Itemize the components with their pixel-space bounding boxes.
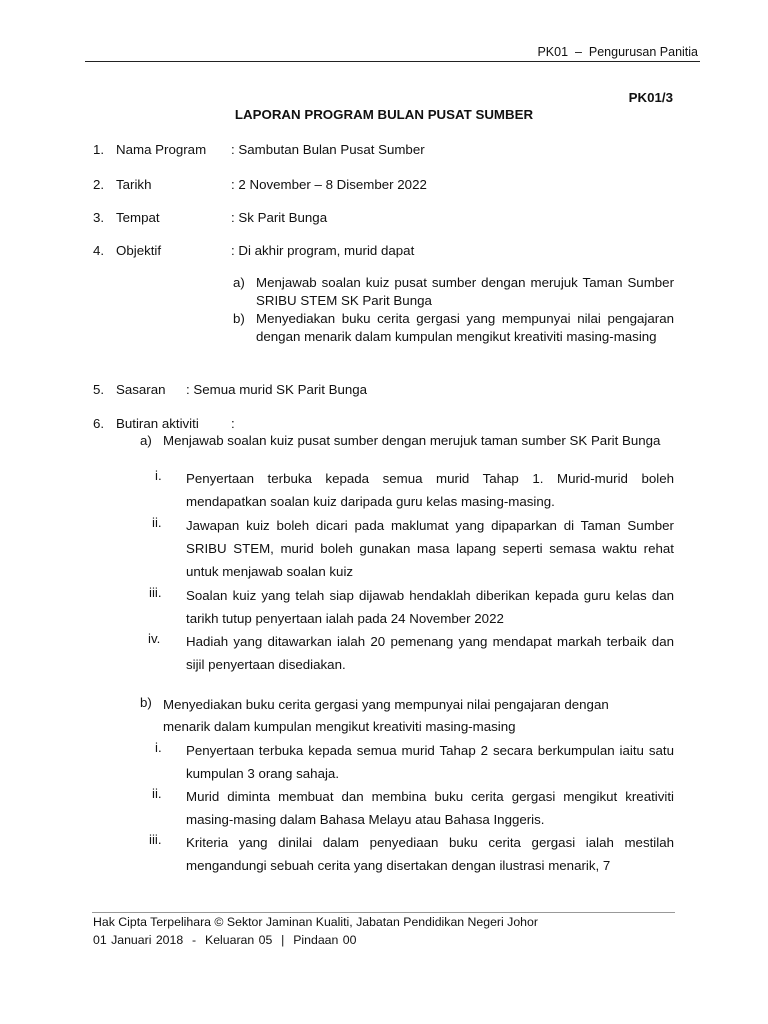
activity-b-item-text: Penyertaan terbuka kepada semua murid Tahap 2 secara berkumpulan iaitu satu kumpulan 3 orang sahaja. [186,743,674,781]
activities-label: Butiran aktiviti [116,416,199,431]
field-value-3: : Sk Parit Bunga [231,210,328,225]
activity-b-item-text: Murid diminta membuat dan membina buku cerita gergasi mengikut kreativiti masing-masing dalam Bahasa Melayu atau Bahasa Inggeris. [186,789,674,827]
target-num: 5. [93,382,105,397]
header-rule [85,61,700,62]
field-label-3: Tempat [116,210,160,225]
footer-issue: Keluaran 05 [205,933,273,947]
field-num-4: 4. [93,243,105,258]
activity-b-title: Menyediakan buku cerita gergasi yang mempunyai nilai pengajaran dengan menarik dalam kumpulan mengikut kreativiti masing-masing [163,697,609,734]
objective-text-b: Menyediakan buku cerita gergasi yang mempunyai nilai pengajaran dengan menarik dalam kumpulan mengikut kreativiti masing-masing [256,311,674,344]
footer-date: 01 Januari 2018 [93,933,184,947]
field-value-4: : Di akhir program, murid dapat [231,243,415,258]
activity-a-marker: a) [140,433,152,448]
form-code: PK01/3 [628,90,673,105]
report-title: LAPORAN PROGRAM BULAN PUSAT SUMBER [234,107,534,122]
objective-marker-b: b) [233,311,245,326]
header-separator: – [574,45,582,59]
activity-a-item-marker: ii. [152,515,162,530]
activity-a-item-marker: i. [155,468,162,483]
activity-a-item-text: Penyertaan terbuka kepada semua murid Tahap 1. Murid-murid boleh mendapatkan soalan kuiz daripada guru kelas masing-masing. [186,471,674,509]
target-label: Sasaran [116,382,166,397]
activity-a-item-marker: iv. [148,631,161,646]
footer-dash: - [192,933,197,947]
field-label-2: Tarikh [116,177,152,192]
header-title: Pengurusan Panitia [588,45,698,59]
footer-copyright: Hak Cipta Terpelihara © Sektor Jaminan Kualiti, Jabatan Pendidikan Negeri Johor [93,915,538,929]
header-code: PK01 [537,45,569,59]
activity-a-item-marker: iii. [149,585,162,600]
objective-marker-a: a) [233,275,245,290]
header-text [537,44,698,60]
activity-b-item-text: Kriteria yang dinilai dalam penyediaan buku cerita gergasi ialah mestilah mengandungi sebuah cerita yang disertakan dengan ilustrasi menarik, 7 [186,835,674,873]
field-num-3: 3. [93,210,105,225]
field-label-1: Nama Program [116,142,207,157]
activity-b-marker: b) [140,695,152,710]
activity-b-item-marker: i. [155,740,162,755]
activities-colon: : [231,416,235,431]
target-value: : Semua murid SK Parit Bunga [186,382,368,397]
footer-bar: | [281,933,285,947]
field-num-2: 2. [93,177,105,192]
field-value-2: : 2 November – 8 Disember 2022 [231,177,427,192]
footer-revision: Pindaan 00 [293,933,357,947]
field-num-1: 1. [93,142,105,157]
field-value-1: : Sambutan Bulan Pusat Sumber [231,142,425,157]
activity-b-item-marker: iii. [149,832,162,847]
activity-b-item-marker: ii. [152,786,162,801]
activity-a-item-text: Jawapan kuiz boleh dicari pada maklumat yang dipaparkan di Taman Sumber SRIBU STEM, murid boleh gunakan masa lapang seperti semasa waktu rehat untuk menjawab soalan kuiz [186,518,674,579]
activity-a-title: Menjawab soalan kuiz pusat sumber dengan merujuk taman sumber SK Parit Bunga [163,433,661,448]
objective-text-a: Menjawab soalan kuiz pusat sumber dengan merujuk Taman Sumber SRIBU STEM SK Parit Bunga [256,275,674,308]
activity-a-item-text: Soalan kuiz yang telah siap dijawab hendaklah diberikan kepada guru kelas dan tarikh tutup penyertaan ialah pada 24 November 2022 [186,588,674,626]
field-label-4: Objektif [116,243,162,258]
activities-num: 6. [93,416,105,431]
footer-meta [93,933,356,949]
footer-rule [92,912,675,913]
activity-a-item-text: Hadiah yang ditawarkan ialah 20 pemenang yang mendapat markah terbaik dan sijil penyertaan disediakan. [186,634,674,672]
